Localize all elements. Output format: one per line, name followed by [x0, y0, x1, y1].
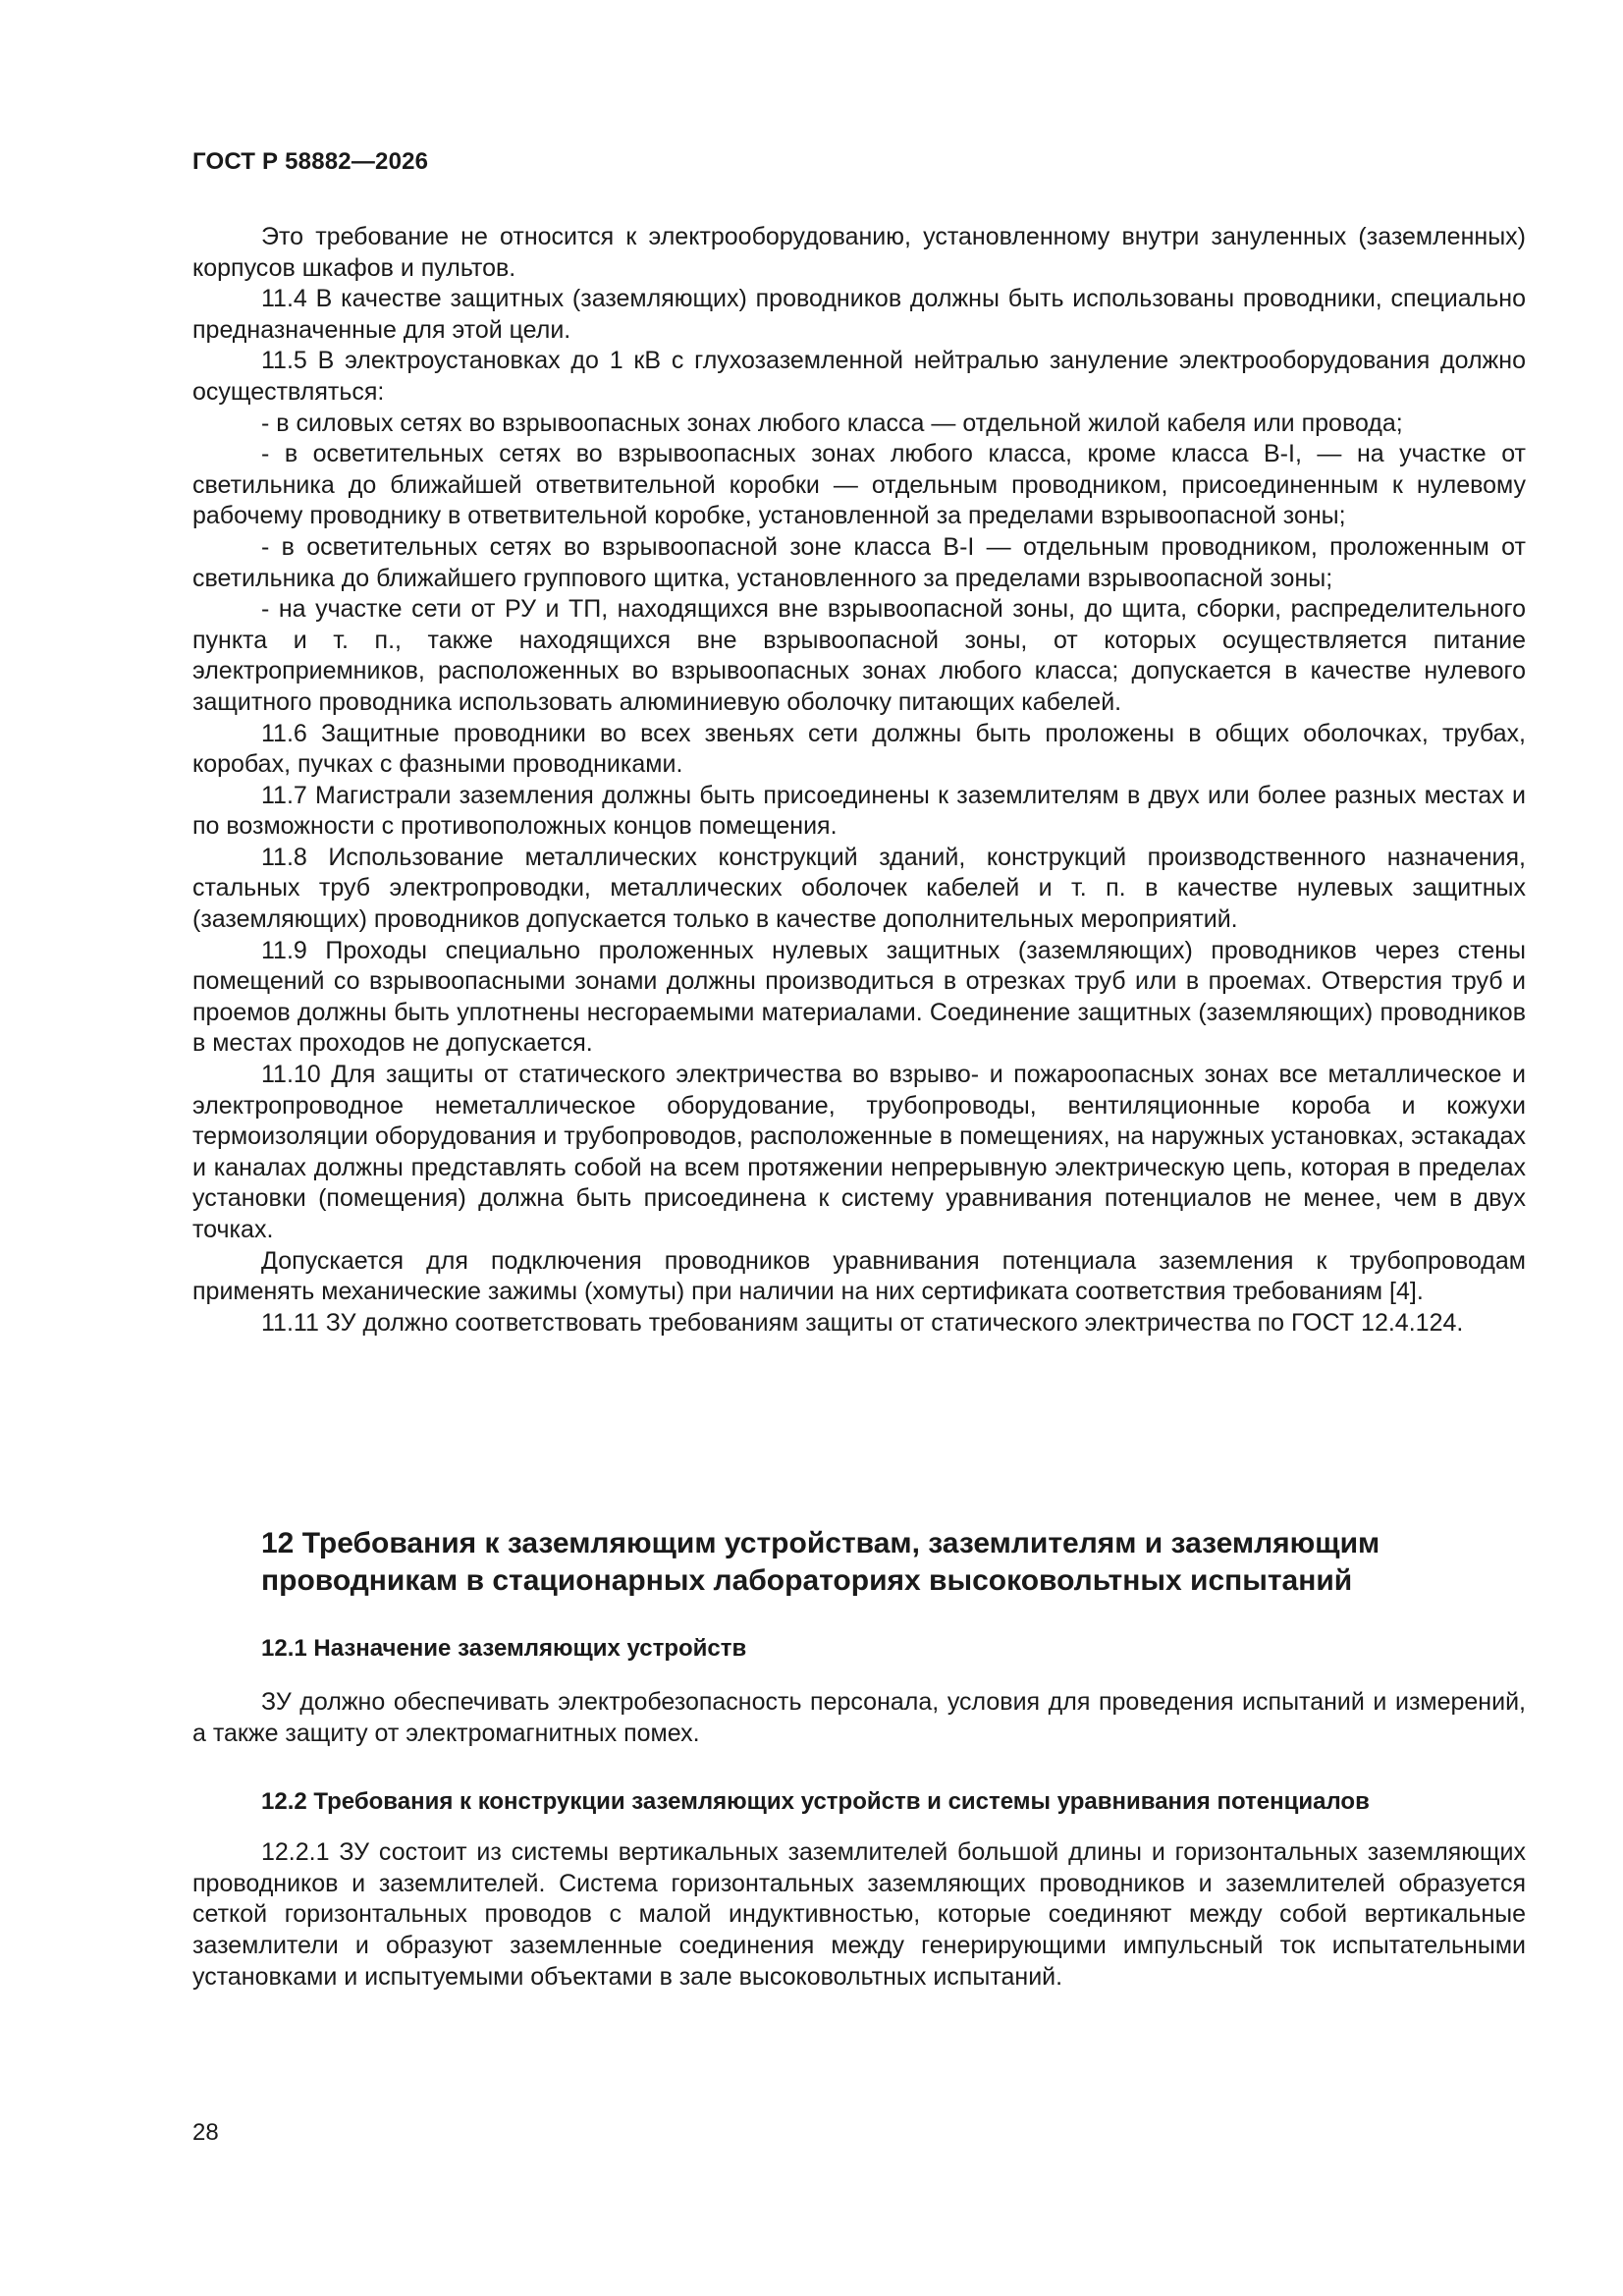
subsection-12-2-title: 12.2 Требования к конструкции заземляющих устройств и системы уравнивания потенциалов — [261, 1788, 1370, 1816]
page-number: 28 — [192, 2119, 219, 2146]
clause-11-4: 11.4 В качестве защитных (заземляющих) проводников должны быть использованы проводники, специально предназначенные для этой цели. — [192, 285, 1526, 344]
clause-11-11: 11.11 ЗУ должно соответствовать требованиям защиты от статического электричества по ГОСТ 12.4.124. — [261, 1308, 1464, 1337]
list-item: - в осветительных сетях во взрывоопасных зонах любого класса, кроме класса В-I, — на участке от светильника до ближайшей ответвительной коробки — отдельным проводником, присоединенным к нулевому рабочему проводнику в ответвительной коробке, установленной за пределами взрывоопасной зоны; — [192, 440, 1526, 530]
clause-11-7: 11.7 Магистрали заземления должны быть присоединены к заземлителям в двух или более разных местах и по возможности с противоположных концов помещения. — [192, 781, 1526, 841]
paragraph: Это требование не относится к электрооборудованию, установленному внутри зануленных (заземленных) корпусов шкафов и пультов. — [192, 223, 1526, 282]
paragraph: Допускается для подключения проводников уравнивания потенциала заземления к трубопроводам применять механические зажимы (хомуты) при наличии на них сертификата соответствия требованиям [4]. — [192, 1246, 1526, 1306]
clause-11-8: 11.8 Использование металлических конструкций зданий, конструкций производственного назначения, стальных труб электропроводки, металлических оболочек кабелей и т. п. в качестве нулевых защитных (заземляющих) проводников допускается только в качестве дополнительных мероприятий. — [192, 843, 1526, 934]
clause-11-6: 11.6 Защитные проводники во всех звеньях сети должны быть проложены в общих оболочках, трубах, коробах, пучках с фазными проводниками. — [192, 719, 1526, 779]
list-item: - на участке сети от РУ и ТП, находящихся вне взрывоопасной зоны, до щита, сборки, распределительного пункта и т. п., также находящихся вне взрывоопасной зоны, от которых осуществляется питание электроприемников, расположенных во взрывоопасных зонах любого класса; допускается в качестве нулевого защитного проводника использовать алюминиевую оболочку питающих кабелей. — [192, 595, 1526, 716]
body-text-block — [192, 222, 1526, 1339]
list-item: - в осветительных сетях во взрывоопасной зоне класса В-I — отдельным проводником, проложенным от светильника до ближайшего группового щитка, установленного за пределами взрывоопасной зоны; — [192, 532, 1526, 592]
section-12 — [192, 1525, 1526, 1993]
subsection-12-1-title: 12.1 Назначение заземляющих устройств — [261, 1635, 747, 1662]
clause-12-2-1: 12.2.1 ЗУ состоит из системы вертикальных заземлителей большой длины и горизонтальных заземляющих проводников и заземлителей. Система горизонтальных заземляющих проводников и заземлителей образуется сеткой горизонтальных проводов с малой индуктивностью, которые соединяют между собой вертикальные заземлители и образуют заземленные соединения между генерирующими импульсный ток испытательными установками и испытуемыми объектами в зале высоковольтных испытаний. — [192, 1838, 1526, 1991]
subsection-12-1-text: ЗУ должно обеспечивать электробезопасность персонала, условия для проведения испытаний и измерений, а также защиту от электромагнитных помех. — [192, 1688, 1526, 1747]
clause-11-5: 11.5 В электроустановках до 1 кВ с глухозаземленной нейтралью зануление электрооборудования должно осуществляться: — [192, 347, 1526, 406]
document-code-header: ГОСТ Р 58882—2026 — [192, 148, 429, 175]
clause-11-9: 11.9 Проходы специально проложенных нулевых защитных (заземляющих) проводников через стены помещений со взрывоопасными зонами должны производиться в отрезках труб или в проемах. Отверстия труб и проемов должны быть уплотнены несгораемыми материалами. Соединение защитных (заземляющих) проводников в местах проходов не допускается. — [192, 936, 1526, 1058]
list-item: - в силовых сетях во взрывоопасных зонах любого класса — отдельной жилой кабеля или провода; — [261, 409, 1403, 437]
section-12-title: 12 Требования к заземляющим устройствам, заземлителям и заземляющим проводникам в стационарных лабораториях высоковольтных испытаний — [261, 1527, 1380, 1597]
clause-11-10: 11.10 Для защиты от статического электричества во взрыво- и пожароопасных зонах все металлическое и электропроводное неметаллическое оборудование, трубопроводы, вентиляционные короба и кожухи термоизоляции оборудования и трубопроводов, расположенные в помещениях, на наружных установках, эстакадах и каналах должны представлять собой на всем протяжении непрерывную электрическую цепь, которая в пределах установки (помещения) должна быть присоединена к систему уравнивания потенциалов не менее, чем в двух точках. — [192, 1061, 1526, 1243]
